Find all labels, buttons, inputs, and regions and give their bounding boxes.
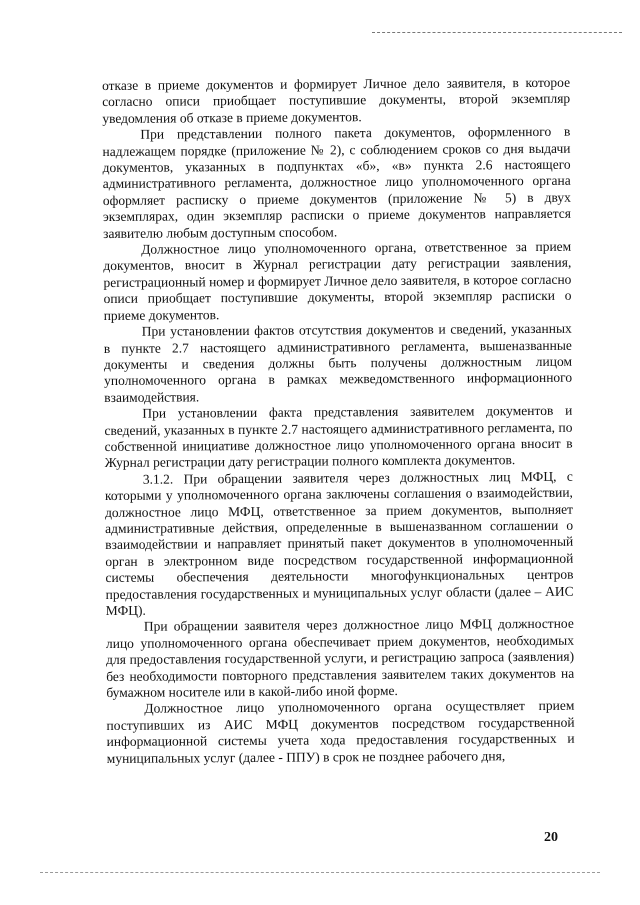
page-number: 20 [544, 830, 558, 845]
paragraph: При представлении полного пакета документов, оформленного в надлежащем порядке (приложение № 2), с соблюдением сроков со дня выдачи документов, указанных в подпунктах «б», «в» пункта 2.6 настоящего административного регламента, должностное лицо уполномоченного органа оформляет расписку о приеме документов (приложение № 5) в двух экземплярах, один экземпляр расписки о приеме документов направляется заявителю любым доступным способом. [102, 123, 572, 241]
document-body [102, 75, 575, 767]
paragraph: Должностное лицо уполномоченного органа, ответственное за прием документов, вносит в Журнал регистрации дату регистрации заявления, регистрационный номер и формирует Личное дело заявителя, в которое согласно описи приобщает поступившие документы, второй экземпляр расписки о приеме документов. [103, 238, 572, 323]
paragraph: отказе в приеме документов и формирует Личное дело заявителя, в которое согласно описи приобщает поступившие документы, второй экземпляр уведомления об отказе в приеме документов. [102, 74, 571, 126]
scan-edge-top [372, 32, 622, 33]
paragraph: Должностное лицо уполномоченного органа осуществляет прием поступивших из АИС МФЦ документов посредством государственной информационной системы учета хода предоставления государственных и муниципальных услуг (далее - ППУ) в срок не позднее рабочего дня, [106, 698, 575, 766]
scan-edge-bottom [40, 872, 600, 873]
paragraph: При обращении заявителя через должностное лицо МФЦ должностное лицо уполномоченного органа обеспечивает прием документов, необходимых для предоставления государственной услуги, и регистрацию запроса (заявления) без необходимости повторного представления заявителем таких документов на бумажном носителе или в какой-либо иной форме. [105, 616, 575, 701]
paragraph: При установлении факта представления заявителем документов и сведений, указанных в пункте 2.7 настоящего административного регламента, по собственной инициативе должностное лицо уполномоченного органа вносит в Журнал регистрации дату регистрации полного комплекта документов. [104, 402, 573, 471]
paragraph: 3.1.2. При обращении заявителя через должностных лиц МФЦ, с которыми у уполномоченного органа заключены соглашения о взаимодействии, должностное лицо МФЦ, ответственное за прием документов, выполняет административные действия, определенные в вышеназванном соглашении о взаимодействии и направляет принятый пакет документов в уполномоченный орган в электронном виде посредством государственной информационной системы обеспечения деятельности многофункциональных центров предоставления государственных и муниципальных услуг области (далее – АИС МФЦ). [104, 468, 574, 618]
paragraph: При установлении фактов отсутствия документов и сведений, указанных в пункте 2.7 настоящего административного регламента, вышеназванные документы и сведения должны быть получены должностным лицом уполномоченного органа в рамках межведомственного информационного взаимодействия. [103, 320, 573, 405]
